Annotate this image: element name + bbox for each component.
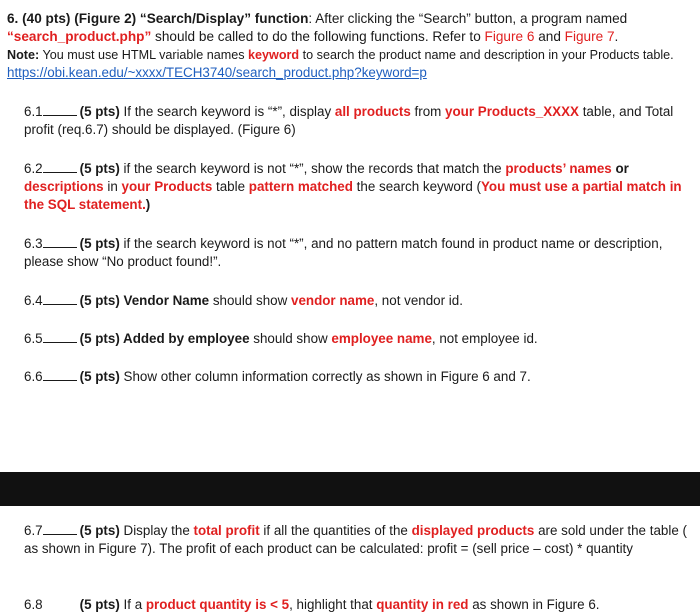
requirement-6-2 [24, 160, 692, 214]
points-label: (5 pts) [79, 369, 120, 384]
score-blank [43, 522, 77, 535]
item-number: 6.1 [24, 104, 43, 119]
highlight-text: vendor name [291, 293, 375, 308]
score-blank [43, 368, 77, 381]
item-text: if all the quantities of the [259, 523, 412, 538]
file-name: “search_product.php” [7, 29, 152, 44]
item-number: 6.3 [24, 236, 43, 251]
points-label: (5 pts) [79, 104, 120, 119]
requirement-6-6 [24, 368, 692, 386]
item-text: should show [209, 293, 291, 308]
requirement-6-7 [24, 522, 692, 558]
header-line-2 [7, 28, 693, 46]
highlight-text: You must use a partial match in the SQL statement. [24, 179, 682, 212]
item-text: should show [249, 331, 332, 346]
points-label: (5 pts) [79, 597, 120, 612]
note-label: Note: [7, 48, 40, 62]
points-label: (5 pts) [79, 523, 120, 538]
question-header [7, 10, 693, 82]
figure-6-ref: Figure 6 [484, 29, 535, 44]
item-text: Display the [119, 523, 194, 538]
item-text: if the search keyword is not “*”, show the records that match the [119, 161, 506, 176]
item-text: are sold under the table ( as shown in Figure 7). The profit of each product can be calculated: profit = (sell price – cost) * quantity [24, 523, 687, 556]
score-blank [43, 103, 77, 116]
item-number: 6.4 [24, 293, 43, 308]
score-blank [43, 235, 77, 248]
item-number: 6.2 [24, 161, 43, 176]
item-text: ) [145, 197, 151, 212]
item-text: table [212, 179, 249, 194]
keyword-term: keyword [248, 48, 300, 62]
item-text: the search keyword ( [352, 179, 481, 194]
question-number: 6. (40 pts) (Figure 2) “Search/Display” function [7, 11, 309, 26]
item-number: 6.5 [24, 331, 43, 346]
highlight-text: products’ names [505, 161, 612, 176]
requirement-6-5 [24, 330, 692, 348]
page-break-band [0, 472, 700, 506]
search-url-link[interactable]: https://obi.kean.edu/~xxxx/TECH3740/search_product.php?keyword=p [7, 65, 427, 80]
note-text: to search the product name and description in your Products table. [299, 48, 674, 62]
highlight-text: your Products_XXXX [445, 104, 579, 119]
score-blank [43, 596, 77, 609]
note-line [7, 46, 693, 64]
item-text: in [103, 179, 122, 194]
requirement-6-4 [24, 292, 692, 310]
highlight-text: all products [334, 104, 411, 119]
highlight-text: descriptions [24, 179, 104, 194]
highlight-text: product quantity is < 5 [145, 597, 290, 612]
figure-7-ref: Figure 7 [564, 29, 615, 44]
score-blank [43, 292, 77, 305]
item-number: 6.8 [24, 597, 43, 612]
item-number: 6.6 [24, 369, 43, 384]
score-blank [43, 160, 77, 173]
requirement-6-3 [24, 235, 692, 271]
header-text: and [534, 29, 565, 44]
item-text: or [611, 161, 629, 176]
item-text: table, and Total profit (req.6.7) should be displayed. (Figure 6) [24, 104, 674, 137]
item-number: 6.7 [24, 523, 43, 538]
url-line [7, 64, 693, 82]
item-text: , not employee id. [431, 331, 538, 346]
header-line-1 [7, 10, 693, 28]
requirement-6-8 [24, 596, 692, 614]
points-label: (5 pts) [79, 236, 120, 251]
item-text: Show other column information correctly as shown in Figure 6 and 7. [119, 369, 531, 384]
header-text: should be called to do the following functions. Refer to [151, 29, 485, 44]
item-text: , highlight that [289, 597, 377, 612]
header-text: : After clicking the “Search” button, a program named [308, 11, 628, 26]
points-label: (5 pts) [79, 161, 120, 176]
highlight-text: quantity in red [376, 597, 469, 612]
highlight-text: employee name [331, 331, 432, 346]
item-text: If a [119, 597, 146, 612]
points-label: (5 pts) Added by employee [79, 331, 250, 346]
highlight-text: total profit [193, 523, 260, 538]
item-text: from [410, 104, 446, 119]
requirement-6-1 [24, 103, 692, 139]
header-text: . [614, 29, 619, 44]
highlight-text: pattern matched [248, 179, 353, 194]
item-text: as shown in Figure 6. [468, 597, 600, 612]
item-text: if the search keyword is not “*”, and no pattern match found in product name or description, please show “No product found!”. [24, 236, 663, 269]
item-text: If the search keyword is “*”, display [119, 104, 335, 119]
points-label: (5 pts) Vendor Name [79, 293, 210, 308]
note-text: You must use HTML variable names [39, 48, 249, 62]
highlight-text: your Products [121, 179, 213, 194]
score-blank [43, 330, 77, 343]
highlight-text: displayed products [411, 523, 535, 538]
item-text: , not vendor id. [374, 293, 463, 308]
